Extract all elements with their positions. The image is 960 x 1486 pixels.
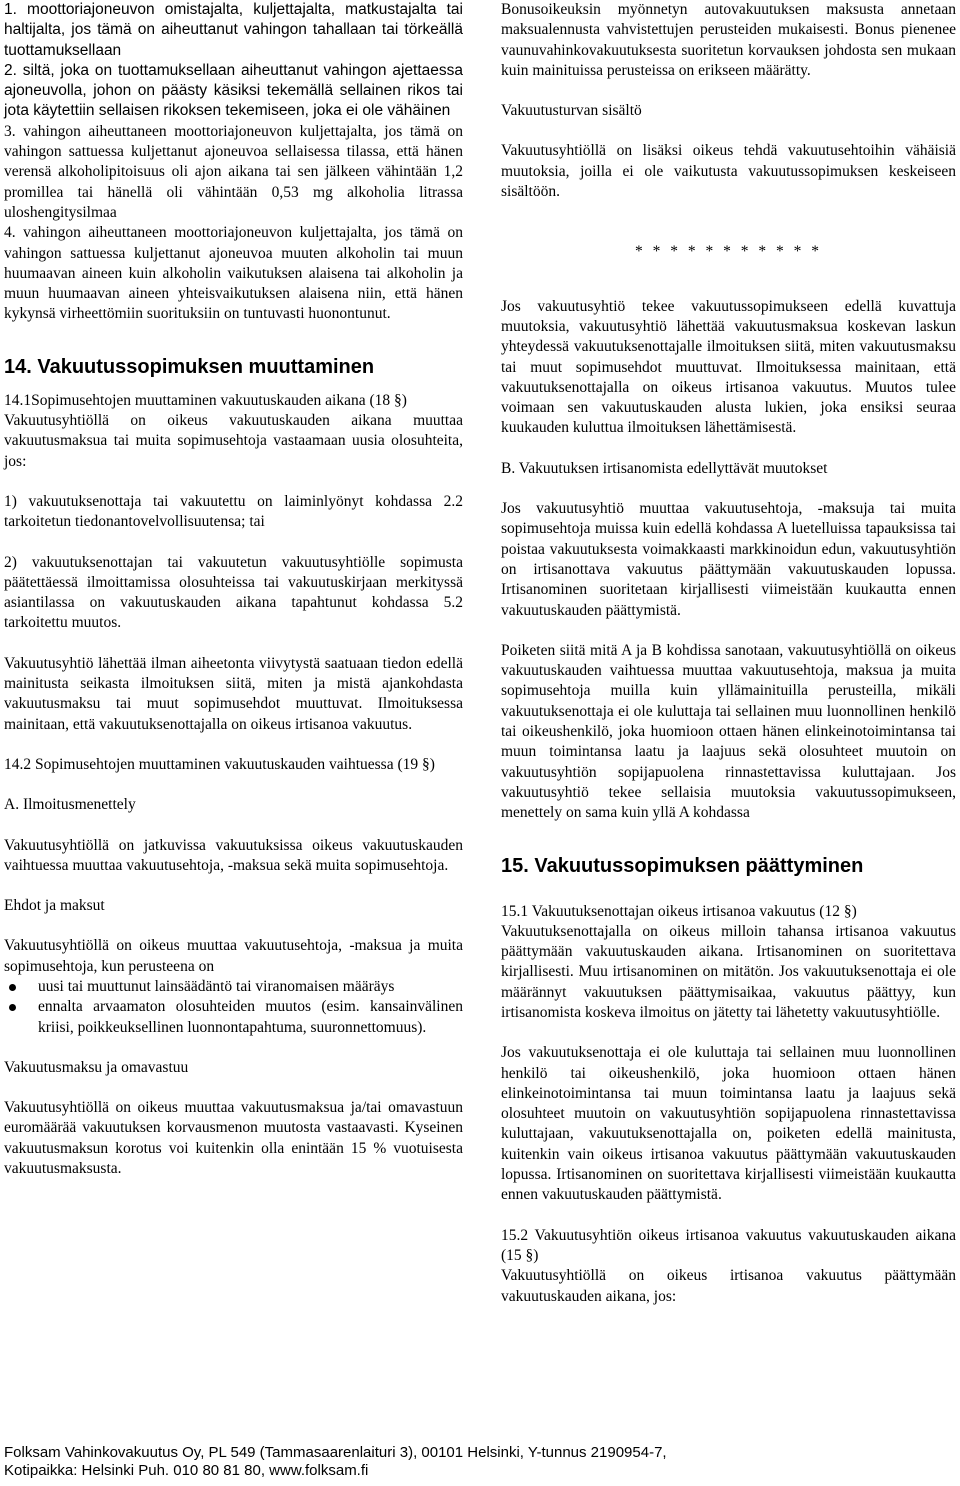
list-item-1: 1. moottoriajoneuvon omistajalta, kuljettajalta, matkustajalta tai haltijalta, jos tämä on aiheuttanut vahingon tahallaan tai törkeällä tuottamuksellaan (4, 1, 463, 59)
left-column (4, 0, 463, 1179)
subsection-14-1-text: Vakuutusyhtiöllä on oikeus vakuutuskauden aikana muuttaa vakuutusmaksua tai muita sopimusehtoja vastaamaan uusia olosuhteita, jos: (4, 412, 463, 470)
footer-line-1: Folksam Vahinkovakuutus Oy, PL 549 (Tammasaarenlaituri 3), 00101 Helsinki, Y-tunnus 2190954-7, (4, 1444, 667, 1461)
list-item-2: 2. siltä, joka on tuottamuksellaan aiheuttanut vahingon ajettaessa ajoneuvolla, johon on päästy käsiksi tekemällä sellainen rikos tai jota käytettiin sellaisen rikoksen tekemiseen, joka ei ole vähäinen (4, 61, 463, 120)
bullet-list (4, 977, 463, 1038)
subsection-15-1-text: Vakuutuksenottajalla on oikeus milloin tahansa irtisanoa vakuutus päättymään vakuutuskauden aikana. Irtisanominen on suoritettava kirjallisesti. Muu irtisanominen on mitätön. Jos vakuutuksenottaja ei ole määrännyt vakuutuksen päättymisaikaa, vakuutus päättyy, kun irtisanomista koskeva ilmoitus on jätetty tai lähetetty vakuutusyhtiölle. (501, 922, 956, 1021)
subheading-b: B. Vakuutuksen irtisanomista edellyttävät muutokset (501, 459, 828, 477)
bullet-icon (9, 984, 16, 991)
page-footer (4, 1444, 954, 1480)
paragraph-turva: Vakuutusyhtiöllä on lisäksi oikeus tehdä vakuutusehtoihin vähäisiä muutoksia, joilla ei ole vaikutusta vakuutussopimuksen keskeiseen sisältöön. (501, 142, 956, 201)
list-item-3: 3. vahingon aiheuttaneen moottoriajoneuvon kuljettajalta, jos tämä on vahingon sattuessa kuljettanut ajoneuvoa sellaisessa tilassa, että hänen verensä alkoholipitoisuus oli ajon aikana tai sen jälkeen vähintään 1,2 promillea tai hänellä oli vähintään 0,53 mg alkoholia litrassa uloshengitysilmaa (4, 122, 463, 221)
paragraph-poiketen: Poiketen siitä mitä A ja B kohdissa sanotaan, vakuutusyhtiöllä on oikeus vakuutuskauden vaihtuessa muuttaa vakuutusehtoja, maksua ja muita sopimusehtoja muilla kuin yllämainituilla perusteilla, mikäli vakuutuksenottaja ei ole kuluttaja tai sellainen muu luonnollinen henkilö tai oikeushenkilö, joka huomioon ottaen hänen elinkeinotoimintansa tai muun toimintansa laatu ja laajuus sekä olosuhteet muutoin on vakuutusyhtiön sopijapuolena rinnastettavissa kuluttajaan. Jos vakuutusyhtiö tekee sellaisia muutoksia vakuutussopimukseen, menettely on sama kuin yllä A kohdassa (501, 641, 956, 822)
list-item-4: 4. vahingon aiheuttaneen moottoriajoneuvon kuljettajalta, jos tämä on vahingon sattuessa kuljettanut ajoneuvoa muuten alkoholin tai muun huumaavan aineen kuin alkoholin vaikutuksen alaisena tai alkoholin ja muun huumaavan aineen yhteisvaikutuksen alaisena niin, että hänen kykynsä virheettömiin suorituksiin on tuntuvasti huonontunut. (4, 224, 463, 323)
paragraph-a: Vakuutusyhtiöllä on jatkuvissa vakuutuksissa oikeus vakuutuskauden vaihtuessa muuttaa vakuutusehtoja, -maksua sekä muita sopimusehtoja. (4, 836, 463, 874)
right-column (501, 0, 956, 1307)
section-heading-14: 14. Vakuutussopimuksen muuttaminen (4, 355, 375, 378)
section-heading-15: 15. Vakuutussopimuksen päättyminen (501, 854, 864, 877)
paragraph-notify: Jos vakuutusyhtiö tekee vakuutussopimukseen edellä kuvattuja muutoksia, vakuutusyhtiö lähettää vakuutusmaksua koskevan laskun yhteydessä vakuutuksenottajalle ilmoituksen siitä, miten vakuutusmaksu tai muut sopimusehdot muuttuvat. Ilmoituksessa mainitaan, että vakuutuksenottajalla on oikeus irtisanoa vakuutus. Muutos tulee voimaan sen vakuutuskauden alusta lukien, joka ensiksi seuraa kuukauden kuluttua ilmoituksen lähettämisestä. (501, 297, 956, 437)
subheading-turva: Vakuutusturvan sisältö (501, 102, 642, 120)
subsection-15-2-title: 15.2 Vakuutusyhtiön oikeus irtisanoa vakuutus vakuutuskauden aikana (15 §) (501, 1226, 956, 1264)
subsection-14-1-title: 14.1Sopimusehtojen muuttaminen vakuutuskauden aikana (18 §) (4, 391, 407, 409)
paragraph-ehdot: Vakuutusyhtiöllä on oikeus muuttaa vakuutusehtoja, -maksua ja muita sopimusehtoja, kun perusteena on (4, 937, 463, 975)
notice-paragraph: Vakuutusyhtiö lähettää ilman aiheetonta viivytystä saatuaan tiedon edellä mainitusta seikasta ilmoituksen siitä, miten ja mistä ajankohdasta vakuutusmaksu tai muut sopimusehdot muuttuvat. Ilmoituksessa mainitaan, että vakuutuksenottajalla on oikeus irtisanoa vakuutus. (4, 654, 463, 733)
subheading-ehdot: Ehdot ja maksut (4, 897, 105, 915)
bullet-icon (9, 1004, 16, 1011)
paragraph-15-1-extra: Jos vakuutuksenottaja ei ole kuluttaja tai sellainen muu luonnollinen henkilö tai oikeushenkilö, joka huomioon ottaen hänen elinkeinotoimintansa tai muun toimintansa laatu ja laajuus sekä olosuhteet muutoin on vakuutusyhtiön sopijapuolena rinnastettavissa kuluttajaan, vakuutuksenottajalla on, poiketen edellä mainitusta, kuitenkin vain oikeus irtisanoa vakuutus päättymään vakuutuskauden lopussa. Irtisanominen on suoritettava kirjallisesti viimeistään kuukautta ennen vakuutuskauden päättymistä. (501, 1044, 956, 1204)
condition-1: 1) vakuutuksenottaja tai vakuutettu on laiminlyönyt kohdassa 2.2 tarkoitetun tiedonantovelvollisuutensa; tai (4, 492, 463, 531)
condition-2: 2) vakuutuksenottajan tai vakuutetun vakuutusyhtiölle sopimusta päätettäessä ilmoittamissa olosuhteissa tai vakuutuskirjaan merkityssä asiantilassa on vakuutuskauden aikana tapahtunut kohdassa 5.2 tarkoitettu muutos. (4, 553, 463, 632)
subheading-maksu: Vakuutusmaksu ja omavastuu (4, 1058, 189, 1076)
subsection-15-1-title: 15.1 Vakuutuksenottajan oikeus irtisanoa vakuutus (12 §) (501, 902, 857, 920)
subheading-a: A. Ilmoitusmenettely (4, 796, 136, 814)
subsection-14-2-title: 14.2 Sopimusehtojen muuttaminen vakuutuskauden vaihtuessa (19 §) (4, 755, 435, 773)
list-item: ennalta arvaamaton olosuhteiden muutos (esim. kansainvälinen kriisi, poikkeuksellinen luonnontapahtuma, suuronnettomuus). (4, 997, 463, 1038)
subsection-15-2-text: Vakuutusyhtiöllä on oikeus irtisanoa vakuutus päättymään vakuutuskauden aikana, jos: (501, 1267, 956, 1305)
paragraph-bonus: Bonusoikeuksin myönnetyn autovakuutuksen maksusta annetaan maksualennusta vahvistettujen perusteiden mukaisesti. Bonus pienenee vaunuvahinkovakuutuksesta suoritetun korvauksen johdosta sen mukaan kuin mainituissa perusteissa on erikseen määrätty. (501, 1, 956, 79)
paragraph-b: Jos vakuutusyhtiö muuttaa vakuutusehtoja, -maksuja tai muita sopimusehtoja muissa kuin edellä kohdassa A luetelluissa tapauksissa tai poistaa vakuutuksesta voimakkaasti markkinoidun edun, vakuutusyhtiön on irtisanottava vakuutus päättymään vakuutuskauden lopussa. Irtisanominen suoritetaan kirjallisesti viimeistään kuukautta ennen vakuutuskauden päättymistä. (501, 500, 956, 619)
list-item: uusi tai muuttunut lainsäädäntö tai viranomaisen määräys (4, 977, 463, 997)
footer-line-2: Kotipaikka: Helsinki Puh. 010 80 81 80, www.folksam.fi (4, 1462, 369, 1479)
separator-stars: * * * * * * * * * * * (635, 243, 822, 261)
paragraph-maksu: Vakuutusyhtiöllä on oikeus muuttaa vakuutusmaksua ja/tai omavastuun euromäärää vakuutuksen korvausmenon muutosta vastaavasti. Kyseinen vakuutusmaksun korotus voi kuitenkin olla enintään 15 % vuotuisesta vakuutusmaksusta. (4, 1099, 463, 1178)
